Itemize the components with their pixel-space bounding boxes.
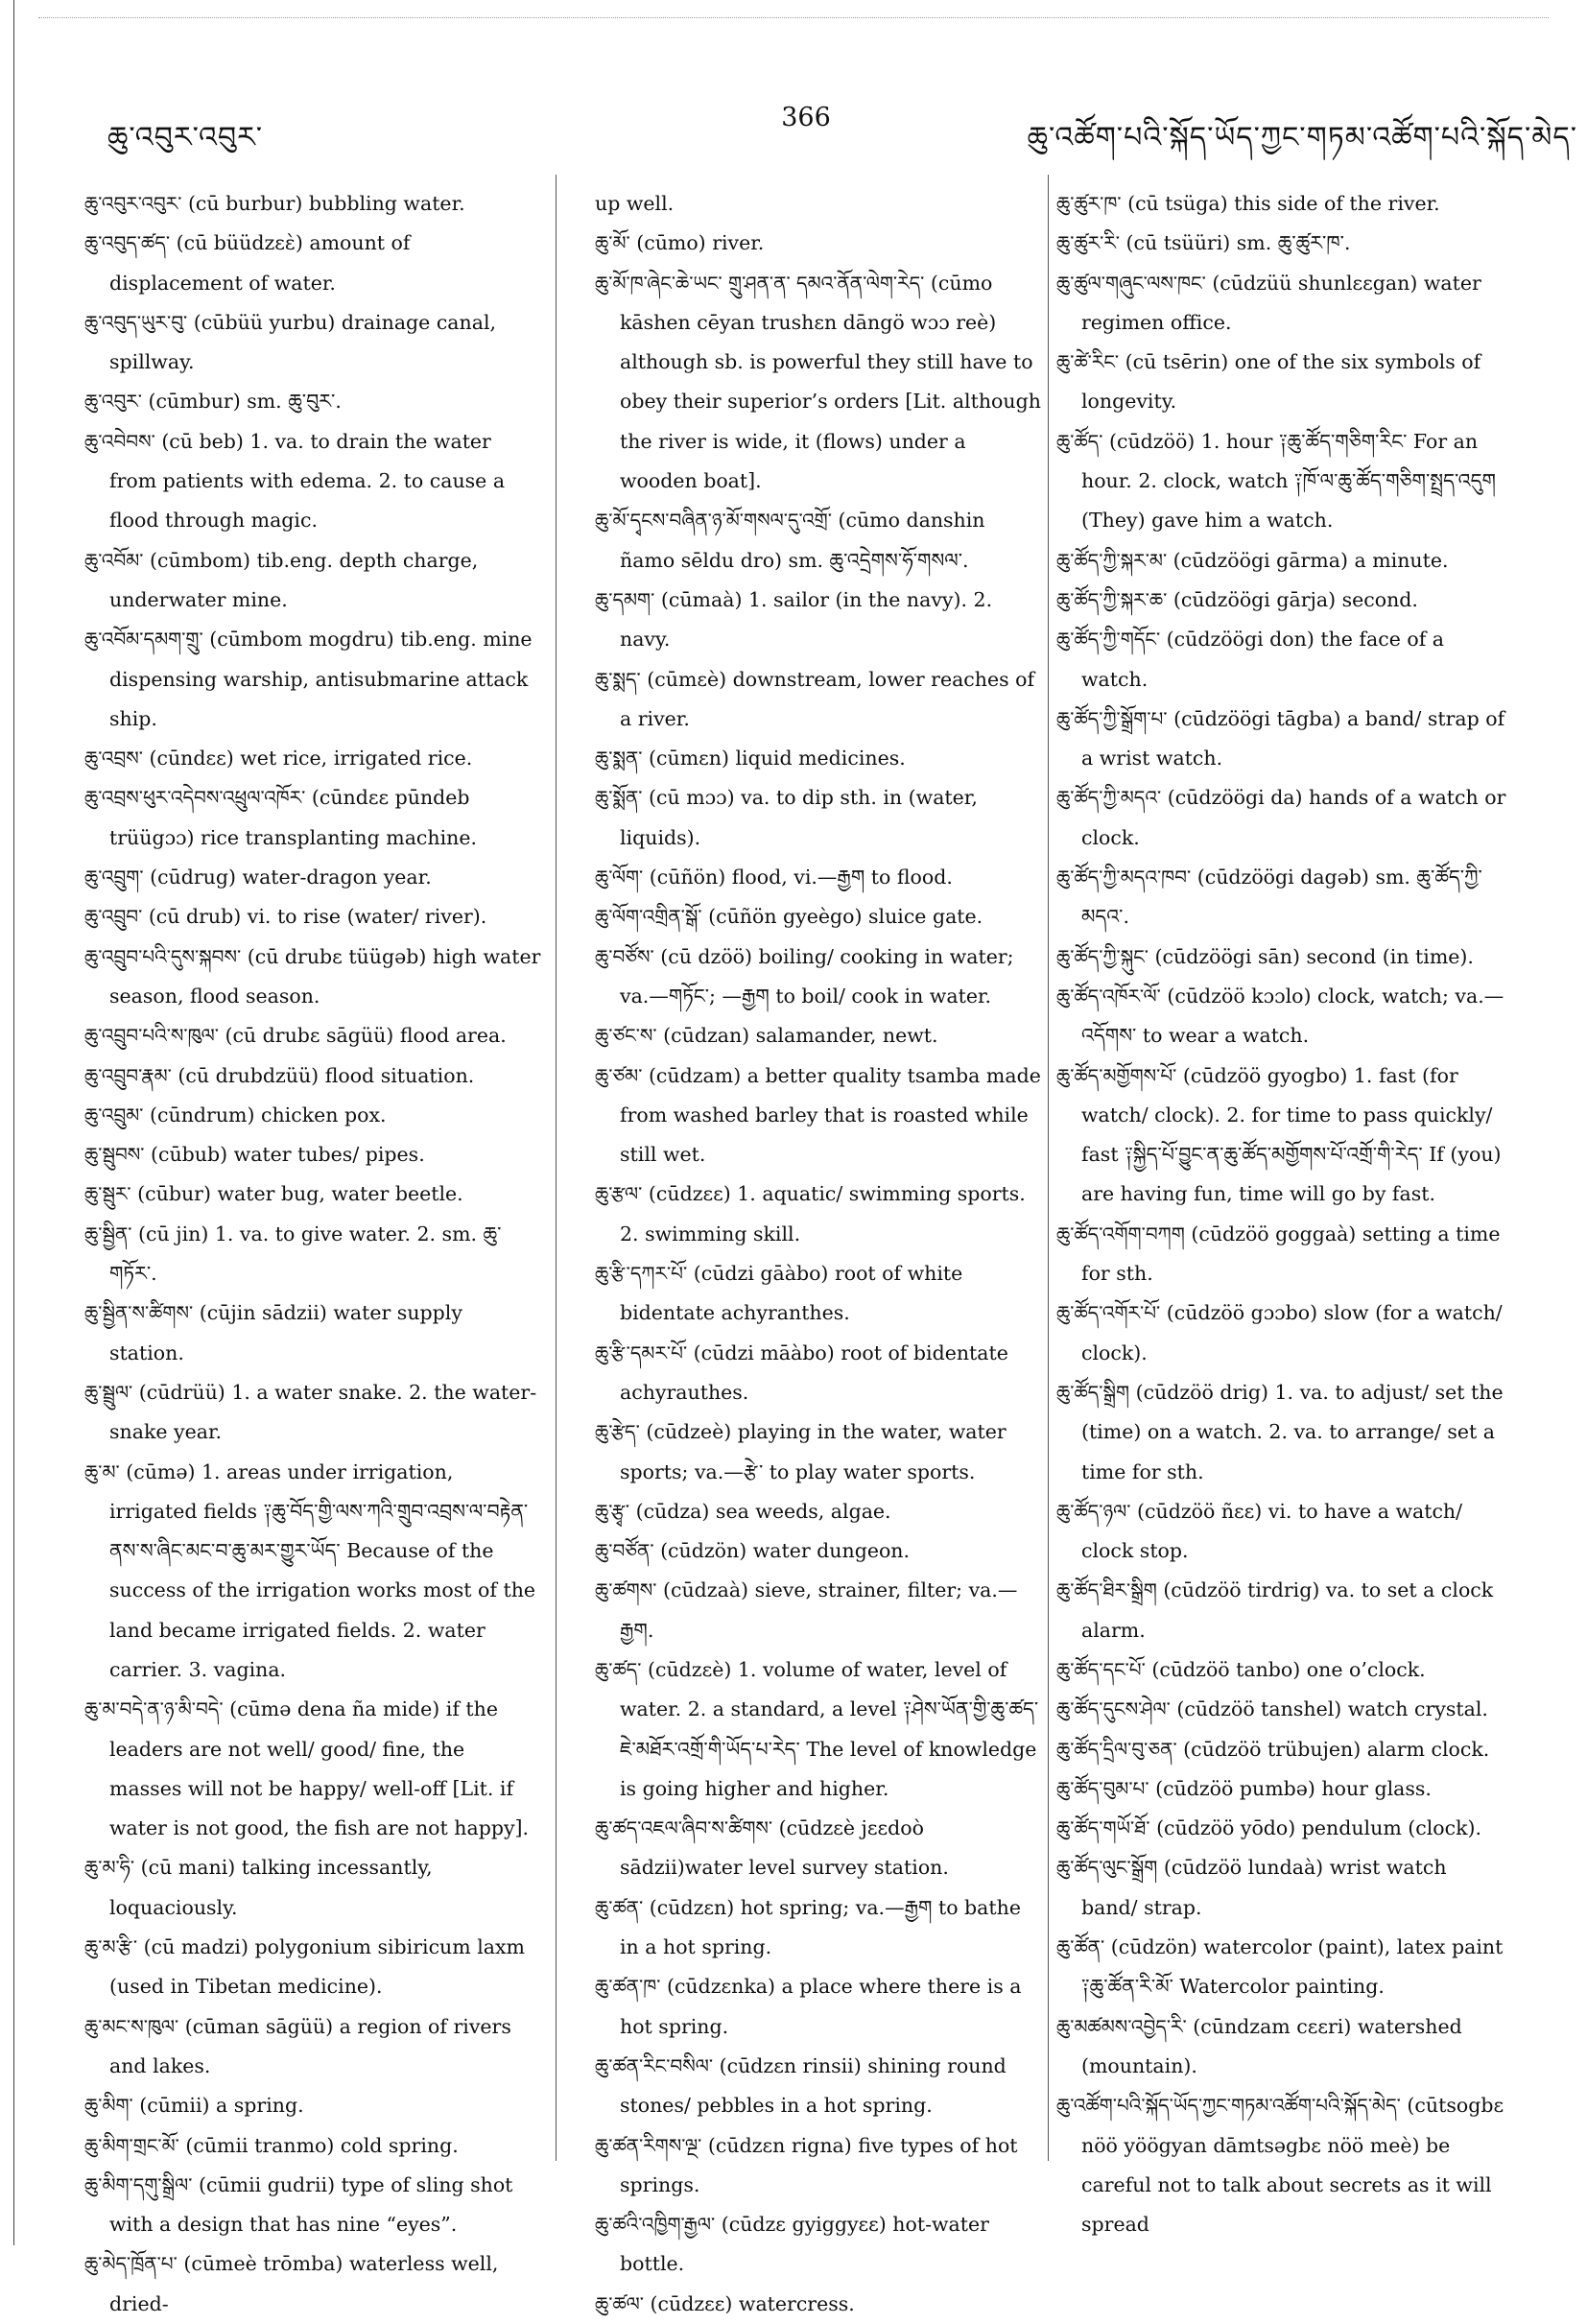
headword-tibetan: ཆུ་འབྲུབ་པའི་དུས་སྐབས་ [84,944,242,968]
dictionary-entry [1056,1571,1507,1650]
headword-tibetan: ཆུ་ཚོད་ཀྱི་སྐུང་ [1056,944,1149,968]
dictionary-entry [595,1016,1044,1055]
entry-definition: (cūdzöö goggaà) setting a time for sth. [1081,1221,1501,1286]
dictionary-entry [84,1096,543,1135]
entry-definition: (cūman sāgüü) a region of rivers and lakes. [109,2014,511,2077]
entry-definition: (cūdzöö trübujen) alarm clock. [1183,1737,1490,1761]
headword-tibetan: ཆུ་ཚལ་ [595,2291,644,2315]
headword-tibetan: ཆུ་ཚུལ་གཞུང་ལས་ཁང་ [1056,271,1206,295]
dictionary-entry [1056,1928,1507,2007]
dictionary-entry [84,1453,543,1691]
dictionary-entry [595,264,1044,502]
dictionary-entry [1056,343,1507,422]
headword-tibetan: ཆུ་སྨན་ [595,747,643,771]
dictionary-entry [1056,581,1507,620]
headword-tibetan: ཆུ་སྦུར་ [84,1182,131,1206]
headword-tibetan: ཆུ་རྩེད་ [595,1420,640,1444]
headword-tibetan: ཆུ་འབྲུག་ [84,866,144,889]
headword-tibetan: ཆུ་ཚོད་བུམ་པ་ [1056,1776,1149,1800]
entry-definition: (cū madzi) polygonium sibiricum laxm (used in Tibetan medicine). [109,1935,525,1999]
entry-definition: (cū drubdzüü) flood situation. [178,1063,475,1087]
entry-definition: (cūndzam cεεri) watershed (mountain). [1081,2014,1462,2077]
dictionary-entry [84,1174,543,1214]
dictionary-entry [84,1135,543,1174]
headword-tibetan: ཆུ་ཚན་རིང་བསིལ་ [595,2053,714,2077]
dictionary-entry [595,1254,1044,1334]
headword-tibetan: ཆུ་མ་རྩི་ [84,1935,138,1959]
dictionary-entry [84,1848,543,1928]
headword-tibetan: ཆུ་ཚའི་འཁྱིག་རྒྱལ་ [595,2213,716,2237]
dictionary-entry [595,778,1044,858]
dictionary-entry [595,2126,1044,2206]
headword-tibetan: ཆུ་འབྲུབ་ [84,905,143,929]
headword-tibetan: ཆུ་ཚགས་ [595,1578,657,1602]
dictionary-entry [595,897,1044,937]
dictionary-entry [595,1492,1044,1531]
entry-definition: (cūbüü yurbu) drainage canal, spillway. [109,310,497,374]
entry-definition: (cūdzöögi tāgba) a band/ strap of a wrist watch. [1081,706,1505,771]
dictionary-entry [595,858,1044,897]
entry-definition: (cū beb) 1. va. to drain the water from patients with edema. 2. to cause a flood through magic. [109,429,506,533]
dictionary-entry [84,739,543,778]
entry-definition: (cūdzöö tirdrig) va. to set a clock alarm. [1081,1578,1494,1642]
page-binding-edge [13,0,14,2245]
dictionary-entry [595,2285,1044,2324]
entry-definition: (cūdzöö drig) 1. va. to adjust/ set the (time) on a watch. 2. va. to arrange/ set a time for sth. [1081,1380,1504,1483]
entry-definition: (cū jin) 1. va. to give water. 2. sm. ཆུ་གཏོར་. [109,1221,502,1286]
dictionary-entry [595,581,1044,660]
entry-definition: (cūdzεn rinsii) shining round stones/ pebbles in a hot spring. [620,2053,1007,2118]
dictionary-entry [84,184,543,224]
dictionary-entry [84,2007,543,2087]
headword-tibetan: ཆུ་འབོམ་དམག་གྲུ་ [84,628,203,652]
dictionary-entry [595,1334,1044,1413]
headword-tibetan: ཆུ་སྨད་ [595,667,641,691]
headword-tibetan: ཆུ་མོ་དྭངས་བཞིན་ཉ་མོ་གསལ་དུ་འགྲོ་ [595,509,832,533]
entry-definition: (cūdzεε) 1. aquatic/ swimming sports. 2. swimming skill. [620,1182,1026,1245]
entry-definition: (cūdzön) water dungeon. [660,1539,911,1563]
headword-tibetan: ཆུ་སྦྱིན་ [84,1221,132,1245]
entry-definition: (cū drubε tüügəb) high water season, flood season. [109,944,541,1008]
dictionary-entry [1056,1650,1507,1690]
headword-tibetan: ཆུ་ཚོད་ཀྱི་གདོང་ [1056,628,1161,652]
entry-definition: (cūdzöögi sān) second (in time). [1154,944,1474,968]
dictionary-entry [84,897,543,937]
headword-tibetan: ཆུ་ཚོད་འགོག་བཀག [1056,1221,1185,1245]
dictionary-entry [1056,2007,1507,2087]
entry-definition: (cū burbur) bubbling water. [187,192,465,215]
dictionary-entry [1056,1809,1507,1848]
entry-definition: (cūdzam) a better quality tsamba made from washed barley that is roasted while still wet. [620,1063,1041,1167]
dictionary-entry [1056,1492,1507,1572]
dictionary-entry [595,184,1044,224]
headword-tibetan: ཆུ་མོ་ [595,231,630,255]
headword-tibetan: ཆུ་འབུད་ཚད་ [84,231,171,255]
headword-tibetan: ཆུ་ཚུར་ཁ་ [1056,192,1122,215]
headword-tibetan: ཆུ་ཚན་ཁ་ [595,1975,661,1999]
entry-definition: (cūdzε gyiggyεε) hot-water bottle. [620,2213,989,2276]
entry-definition: (cūdzεn) hot spring; va.—རྒྱག to bathe in a hot spring. [620,1895,1021,1959]
entry-definition: (cū tsērin) one of the six symbols of longevity. [1081,350,1481,414]
entry-definition: (cūmii tranmo) cold spring. [185,2133,459,2157]
headword-tibetan: ཆུ་ལོག་འགྲིན་སྒོ་ [595,905,702,929]
entry-definition: (cū drub) vi. to rise (water/ river). [148,905,487,929]
entry-definition: (cūdzöögi gārja) second. [1172,587,1418,611]
headword-tibetan: ཆུ་ཚོད་ལུང་སྒྲོག [1056,1856,1158,1880]
dictionary-entry [1056,1769,1507,1809]
entry-definition: (cūdzi māàbo) root of bidentate achyrauthes. [620,1340,1008,1404]
entry-definition: (cūdzüü shunlεεgan) water regimen office. [1081,271,1481,334]
headword-tibetan: ཆུ་ཚན་རིགས་ལྔ་ [595,2133,702,2157]
headword-tibetan: ཆུ་སྦྲུལ་ [84,1380,133,1404]
headword-tibetan: ཆུ་འབུར་འབུར་ [84,192,182,215]
headword-tibetan: ཆུ་ཚོད་དྲིལ་བུ་ཅན་ [1056,1737,1177,1761]
dictionary-entry [595,1650,1044,1809]
headword-tibetan: ཆུ་རྩི་དཀར་པོ་ [595,1262,688,1286]
headword-tibetan: ཆུ་རྩྭ་ [595,1499,630,1523]
dictionary-entry [84,778,543,858]
entry-definition: (cūdzeè) playing in the water, water sports; va.—རྩེ་ to play water sports. [620,1420,1007,1483]
dictionary-entry [1056,937,1507,977]
entry-definition: (cūdzöö tanbo) one o’clock. [1151,1657,1426,1681]
dictionary-entry [1056,700,1507,779]
dictionary-entry [1056,224,1507,263]
headword-tibetan: ཆུ་འབྲུབ་རྣམ་ [84,1063,172,1087]
headword-tibetan: ཆུ་རྩི་དམར་པོ་ [595,1340,688,1364]
entry-definition: (cūdzöö kɔɔlo) clock, watch; va.—འདོགས་ to wear a watch. [1081,984,1504,1048]
entry-definition: (cūdzan) salamander, newt. [663,1024,938,1048]
dictionary-entry [84,1690,543,1848]
entry-definition: (cūdzεè jεεdoò sādzii)water level survey station. [620,1816,949,1880]
dictionary-entry [84,937,543,1017]
column-divider-1 [556,175,557,2161]
entry-definition: (cūdzεnka) a place where there is a hot spring. [620,1975,1022,2038]
headword-tibetan: ཆུ་མ་ཧི་ [84,1856,135,1880]
dictionary-entry [1056,1848,1507,1928]
dictionary-entry [1056,1373,1507,1492]
entry-definition: (cū tsüüri) sm. ཆུ་ཚུར་ཁ་. [1125,231,1351,255]
entry-definition: (cūndεε pūndeb trüügɔɔ) rice transplanting machine. [109,786,478,849]
headword-tibetan: ཆུ་དམག་ [595,587,655,611]
dictionary-entry [595,937,1044,1017]
headword-tibetan: ཆུ་མ་ [84,1459,120,1483]
dictionary-entry [1056,1293,1507,1373]
dictionary-entry [1056,422,1507,541]
dictionary-entry [1056,858,1507,937]
dictionary-entry [84,2244,543,2324]
headword-tibetan: ཆུ་རྩལ་ [595,1182,643,1206]
dictionary-entry [595,1809,1044,1888]
entry-definition: (cūmbur) sm. ཆུ་བུར་. [148,390,342,414]
headword-tibetan: ཆུ་ཚོད་ཀྱི་མདའ་ [1056,786,1162,810]
headword-tibetan: ཆུ་མིག་ [84,2094,133,2118]
dictionary-entry [595,1967,1044,2047]
headword-tibetan: ཆུ་འབོམ་ [84,548,144,572]
entry-definition: (cūdrüü) 1. a water snake. 2. the water-snake year. [109,1380,537,1444]
headword-tibetan: ཆུ་ཚུར་རི་ [1056,231,1120,255]
dictionary-entry [84,422,543,541]
headword-tibetan: ཆུ་མིག་དགུ་སྒྲིལ་ [84,2172,193,2196]
headword-tibetan: ཆུ་ཚོད་ཐིར་སྒྲིག [1056,1578,1157,1602]
headword-tibetan: ཆུ་ཚོད་འགོར་པོ་ [1056,1301,1161,1325]
entry-definition: (cū drubε sāgüü) flood area. [225,1024,507,1048]
dictionary-entry [595,501,1044,581]
headword-tibetan: ཆུ་ཚོན་ [1056,1935,1105,1959]
entry-definition: (cūdzöögi don) the face of a watch. [1081,628,1445,691]
running-head-right: ཆུ་འཚོག་པའི་སྐོད་ཡོད་ཀྱང་གཏམ་འཚོག་པའི་སྐོད་མེད་ [1027,121,1577,154]
entry-definition: (cūbur) water bug, water beetle. [137,1182,463,1206]
entry-definition: (cūdzöögi da) hands of a watch or clock. [1081,786,1506,849]
headword-tibetan: ཆུ་ཚོད་དང་པོ་ [1056,1657,1146,1681]
entry-definition: (cūjin sādzii) water supply station. [109,1301,462,1364]
headword-tibetan: ཆུ་བཙོན་ [595,1539,654,1563]
entry-definition: (cūdzöö pumbə) hour glass. [1155,1776,1432,1800]
top-scan-rule [38,17,1549,18]
headword-tibetan: ཆུ་འཚོག་པའི་སྐོད་ཡོད་ཀྱང་གཏམ་འཚོག་པའི་སྐོད་མེད་ [1056,2094,1401,2118]
entry-definition: (cūdzaà) sieve, strainer, filter; va.—རྒྱག. [620,1578,1018,1642]
headword-tibetan: ཆུ་ཙམ་ [595,1063,643,1087]
dictionary-entry [595,1571,1044,1650]
dictionary-entry [1056,264,1507,344]
headword-tibetan: ཆུ་ཚོད་ཀྱི་སྒྲོག་པ་ [1056,706,1168,730]
dictionary-entry [84,541,543,621]
dictionary-entry [1056,1730,1507,1769]
entry-definition: (cūdzi gāàbo) root of white bidentate achyranthes. [620,1262,963,1325]
entry-definition: (cūdrug) water-dragon year. [150,866,432,889]
headword-tibetan: ཆུ་འབྲས་ [84,747,143,771]
headword-tibetan: ཆུ་ཚོད་ཀྱི་མདའ་ཁབ་ [1056,866,1192,889]
headword-tibetan: ཆུ་ལོག་ [595,866,644,889]
headword-tibetan: ཆུ་ཚེ་རིང་ [1056,350,1120,374]
dictionary-entry [84,382,543,421]
entry-definition: (cūmaà) 1. sailor (in the navy). 2. navy. [620,587,993,652]
entry-definition: (cūdzöö tanshel) watch crystal. [1176,1697,1488,1721]
entry-definition: (cūdzöö) 1. hour ༑ཆུ་ཚོད་གཅིག་རིང་ For an hour. 2. clock, watch ༑ཁོ་ལ་ཆུ་ཚོད་གཅིག་སྤྲད་འདུག (They) gave him a watch. [1081,429,1496,533]
entry-definition: (cūmo kāshen cēyan trushεn dāngö wɔɔ reè) although sb. is powerful they still have to obey their superior’s orders [Lit. although the river is wide, it (flows) under a wooden boat]. [620,271,1041,493]
dictionary-entry [595,1888,1044,1968]
entry-definition: (cū büüdzεὲ) amount of displacement of water. [109,231,411,295]
running-head-left: ཆུ་འབུར་འབུར་ [107,121,264,154]
dictionary-entry [1056,1056,1507,1215]
entry-definition: (cūdzöö gɔɔbo) slow (for a watch/ clock). [1081,1301,1503,1364]
headword-tibetan: ཆུ་སྦྱིན་ས་ཚིགས་ [84,1301,194,1325]
entry-definition: (cūdzöögi dagəb) sm. ཆུ་ཚོད་ཀྱི་མདའ་. [1081,866,1482,929]
entry-definition: (cūndrum) chicken pox. [150,1103,387,1126]
headword-tibetan: ཆུ་ཙང་ས་ [595,1024,657,1048]
headword-tibetan: ཆུ་ཚོད་ཉལ་ [1056,1499,1131,1523]
entry-definition: (cūmə) 1. areas under irrigation, irrigated fields ༑ཆུ་བོད་གྱི་ལས་ཀའི་གྲུབ་འབྲས་ལ་བརྟེན་ནས་ས་ཞིང་མང་བ་ཆུ་མར་གྱུར་ཡོད་ Because of the success of the irrigation works most of the land became irrigated fields. 2. water carrier. 3. vagina. [109,1459,536,1681]
dictionary-entry [595,2047,1044,2126]
dictionary-entry [84,224,543,303]
dictionary-entry [1056,184,1507,224]
dictionary-entry [1056,1690,1507,1729]
headword-tibetan: ཆུ་མང་ས་ཁུལ་ [84,2014,179,2038]
headword-tibetan: ཆུ་འབྲུབ་པའི་ས་ཁུལ་ [84,1024,219,1048]
dictionary-entry [84,2126,543,2166]
dictionary-entry [84,1056,543,1096]
dictionary-entry [84,1215,543,1294]
entry-definition: (cūtsogbε nöö yöögyan dāmtsəgbε nöö meè) be careful not to talk about secrets as it will spread [1081,2094,1504,2237]
headword-tibetan: ཆུ་འབྲས་ཕུར་འདེབས་འཕྲུལ་འཁོར་ [84,786,306,810]
entry-definition: (cūdzεε) watercress. [650,2291,855,2315]
entry-definition: (cūmεè) downstream, lower reaches of a river. [620,667,1035,730]
dictionary-entry [1056,2086,1507,2244]
headword-tibetan: ཆུ་ཚོད་དུངས་ཤེལ་ [1056,1697,1171,1721]
dictionary-column-3 [1056,184,1507,2244]
entry-definition: (cūmə dena ña mide) if the leaders are not well/ good/ fine, the masses will not be happy/ well-off [Lit. if water is not good, the fish are not happy]. [109,1697,530,1840]
entry-definition: (cūdzön) watercolor (paint), latex paint ༑ཆུ་ཚོན་རི་མོ་ Watercolor painting. [1081,1935,1504,1999]
dictionary-entry [595,224,1044,263]
dictionary-entry [1056,1215,1507,1294]
dictionary-entry [595,1531,1044,1571]
entry-definition: up well. [595,192,675,215]
entry-definition: (cūdzöö ñεε) vi. to have a watch/ clock stop. [1081,1499,1463,1563]
headword-tibetan: ཆུ་འབེབས་ [84,429,155,453]
entry-definition: (cūdzöö lundaà) wrist watch band/ strap. [1081,1856,1447,1919]
headword-tibetan: ཆུ་ཚོད་སྒྲིག [1056,1380,1130,1404]
headword-tibetan: ཆུ་མོ་ཁ་ཞེང་ཆེ་ཡང་ གྲུ་ཤན་ན་ དམའ་ནོན་ལེག་རེད་ [595,271,925,295]
dictionary-entry [84,858,543,897]
headword-tibetan: ཆུ་སྨོན་ [595,786,643,810]
headword-tibetan: ཆུ་ཚོད་ [1056,429,1103,453]
entry-definition: (cūmεn) liquid medicines. [649,747,906,771]
dictionary-entry [595,1174,1044,1254]
entry-definition: (cūmbom) tib.eng. depth charge, underwater mine. [109,548,479,611]
dictionary-entry [595,660,1044,740]
entry-definition: (cūndεε) wet rice, irrigated rice. [149,747,473,771]
entry-definition: (cū tsüga) this side of the river. [1127,192,1440,215]
headword-tibetan: ཆུ་ཚོད་གཡོ་ཐོ་ [1056,1816,1150,1840]
entry-definition: (cūdza) sea weeds, algae. [635,1499,891,1523]
entry-definition: (cūdzöögi gārma) a minute. [1172,548,1449,572]
dictionary-entry [84,620,543,739]
dictionary-entry [84,1293,543,1373]
dictionary-entry [595,2205,1044,2285]
headword-tibetan: ཆུ་མ་བདེ་ན་ཉ་མི་བདེ་ [84,1697,224,1721]
headword-tibetan: ཆུ་ཚན་ [595,1895,644,1919]
entry-definition: (cū mɔɔ) va. to dip sth. in (water, liquids). [620,786,978,849]
dictionary-entry [84,1928,543,2007]
headword-tibetan: ཆུ་ཚད་ [595,1657,642,1681]
page-number: 366 [781,103,831,132]
entry-definition: (cūmo danshin ñamo sēldu dro) sm. ཆུ་འདྲེགས་ཧོ་གསལ་. [620,509,985,572]
dictionary-entry [84,1373,543,1453]
dictionary-entry [1056,541,1507,581]
headword-tibetan: ཆུ་ཚོད་ཀྱི་སྐར་ཆ་ [1056,587,1168,611]
dictionary-column-2 [595,184,1044,2324]
entry-definition: (cūdzεè) 1. volume of water, level of water. 2. a standard, a level ༑ཤེས་ཡོན་གྱི་ཆུ་ཚད་ཇེ་མཐོར་འགྲོ་གི་ཡོད་པ་རེད་ The level of knowledge is going higher and higher. [620,1657,1039,1800]
headword-tibetan: ཆུ་ཚོད་ཀྱི་སྐར་མ་ [1056,548,1168,572]
dictionary-entry [1056,620,1507,700]
entry-definition: (cūdzöö yōdo) pendulum (clock). [1156,1816,1482,1840]
headword-tibetan: ཆུ་འབུད་ཡུར་བུ་ [84,310,188,334]
entry-definition: (cūñön) flood, vi.—རྒྱག to flood. [649,866,953,889]
dictionary-entry [84,303,543,383]
dictionary-column-1 [84,184,543,2324]
headword-tibetan: ཆུ་ཚོད་འཁོར་ལོ་ [1056,984,1161,1008]
entry-definition: (cūmii gudrii) type of sling shot with a design that has nine “eyes”. [109,2172,513,2237]
headword-tibetan: ཆུ་ཚད་འཇལ་ཞིབ་ས་ཚིགས་ [595,1816,773,1840]
dictionary-entry [595,1412,1044,1492]
dictionary-entry [595,739,1044,778]
entry-definition: (cū mani) talking incessantly, loquaciously. [109,1856,433,1919]
dictionary-entry [1056,778,1507,858]
headword-tibetan: ཆུ་མཚམས་འབྱེད་རི་ [1056,2014,1187,2038]
headword-tibetan: ཆུ་སྦུབས་ [84,1143,145,1167]
dictionary-entry [84,2086,543,2125]
entry-definition: (cūmeè trōmba) waterless well, dried- [109,2252,499,2315]
entry-definition: (cūdzöö gyogbo) 1. fast (for watch/ clock). 2. for time to pass quickly/ fast ༑སྐྱིད་པོ་བྱུང་ན་ཆུ་ཚོད་མགྱོགས་པོ་འགྲོ་གི་རེད་ If (you) are having fun, time will go by fast. [1081,1063,1502,1206]
dictionary-entry [595,1056,1044,1175]
entry-definition: (cūmii) a spring. [139,2094,304,2118]
entry-definition: (cūbub) water tubes/ pipes. [151,1143,425,1167]
headword-tibetan: ཆུ་བཙོས་ [595,944,654,968]
entry-definition: (cū dzöö) boiling/ cooking in water; va.—གཏོང་; —རྒྱག to boil/ cook in water. [620,944,1014,1008]
headword-tibetan: ཆུ་མིག་གྲང་མོ་ [84,2133,179,2157]
headword-tibetan: ཆུ་འབྲུམ་ [84,1103,144,1126]
entry-definition: (cūmo) river. [636,231,765,255]
headword-tibetan: ཆུ་ཚོད་མགྱོགས་པོ་ [1056,1063,1177,1087]
entry-definition: (cūmbom mogdru) tib.eng. mine dispensing warship, antisubmarine attack ship. [109,628,533,730]
dictionary-entry [1056,977,1507,1056]
dictionary-entry [84,2166,543,2245]
dictionary-entry [84,1016,543,1055]
entry-definition: (cūdzεn rigna) five types of hot springs. [620,2133,1018,2196]
headword-tibetan: ཆུ་མེད་ཁྲོན་པ་ [84,2252,178,2276]
entry-definition: (cūñön gyeègo) sluice gate. [708,905,983,929]
headword-tibetan: ཆུ་འབུར་ [84,390,142,414]
column-divider-2 [1048,175,1049,2161]
